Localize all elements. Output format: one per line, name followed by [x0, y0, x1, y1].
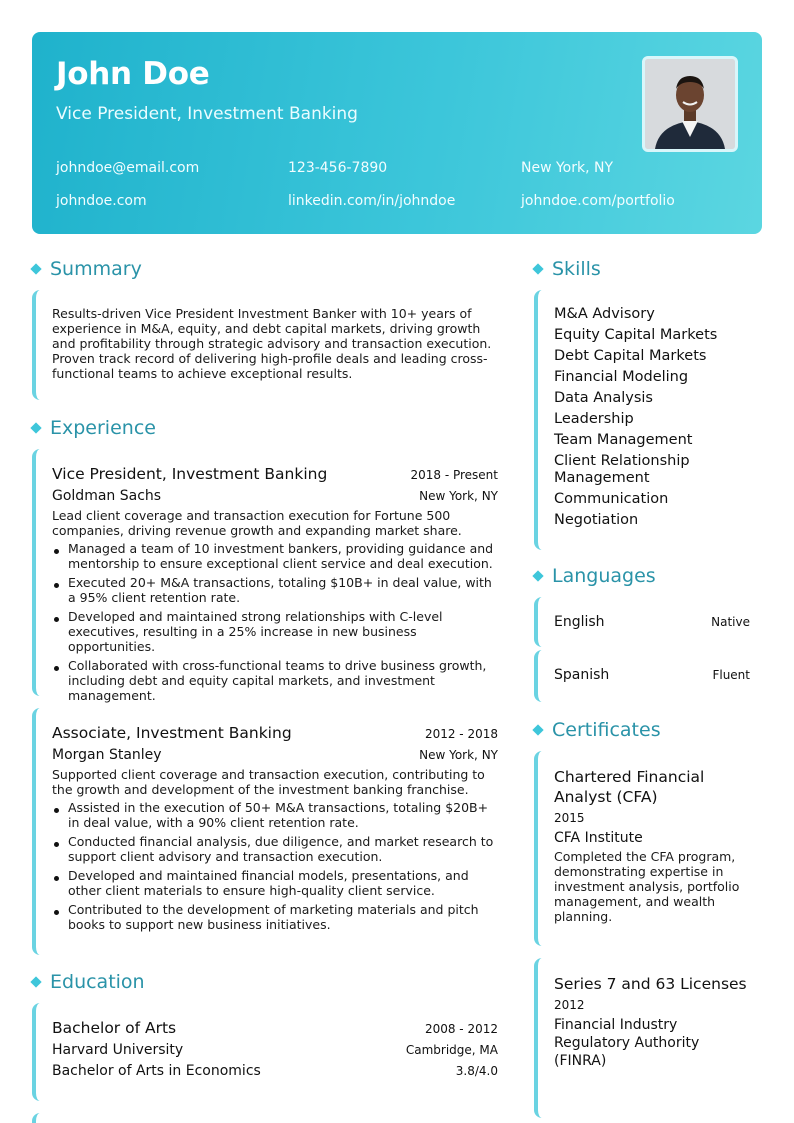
list-item: Financial Modeling	[554, 369, 689, 385]
languages-heading-label: Languages	[552, 565, 656, 587]
job-achievements	[52, 541, 498, 703]
candidate-name: John Doe	[56, 56, 210, 92]
diamond-bullet-icon	[532, 724, 543, 735]
language-level: Fluent	[712, 668, 750, 682]
skills-heading	[532, 258, 601, 280]
experience-heading-label: Experience	[50, 417, 156, 439]
list-item: Conducted financial analysis, due diligence, and market research to support client advisory and transaction execution.	[52, 834, 498, 864]
list-item: Negotiation	[554, 512, 639, 528]
contact-phone[interactable]: 123-456-7890	[288, 160, 388, 176]
list-item: Communication	[554, 491, 669, 507]
skills-heading-label: Skills	[552, 258, 601, 280]
skills-card	[534, 290, 762, 550]
list-item: Equity Capital Markets	[554, 327, 718, 343]
list-item: Debt Capital Markets	[554, 348, 707, 364]
gpa: 3.8/4.0	[455, 1064, 498, 1078]
certificates-heading-label: Certificates	[552, 719, 661, 741]
diamond-bullet-icon	[532, 570, 543, 581]
contact-email[interactable]: johndoe@email.com	[56, 160, 200, 176]
list-item: Developed and maintained financial models, presentations, and other client materials to ensure high-quality client service.	[52, 868, 498, 898]
list-item: Team Management	[554, 432, 693, 448]
language-card	[534, 597, 762, 647]
education-heading	[30, 971, 145, 993]
list-item: Assisted in the execution of 50+ M&A transactions, totaling $20B+ in deal value, with a 90% client retention rate.	[52, 800, 498, 830]
list-item: Contributed to the development of marketing materials and pitch books to support new business initiatives.	[52, 902, 498, 932]
certificate-year: 2015	[554, 811, 585, 825]
language-card	[534, 650, 762, 702]
education-heading-label: Education	[50, 971, 145, 993]
diamond-bullet-icon	[30, 263, 41, 274]
education-dates: 2008 - 2012	[424, 1022, 498, 1036]
languages-heading	[532, 565, 656, 587]
school-location: Cambridge, MA	[405, 1043, 498, 1057]
list-item: Executed 20+ M&A transactions, totaling $10B+ in deal value, with a 95% client retention rate.	[52, 575, 498, 605]
list-item: Leadership	[554, 411, 634, 427]
job-achievements	[52, 800, 498, 932]
experience-heading	[30, 417, 156, 439]
candidate-title: Vice President, Investment Banking	[56, 104, 358, 124]
contact-portfolio[interactable]: johndoe.com/portfolio	[521, 193, 675, 209]
diamond-bullet-icon	[532, 263, 543, 274]
job-title: Associate, Investment Banking	[52, 724, 292, 742]
certificate-issuer: CFA Institute	[554, 830, 643, 846]
summary-text: Results-driven Vice President Investment Banker with 10+ years of experience in M&A, equity, and debt capital markets, driving growth and profitability through strategic advisory and transaction execution. Proven track record of delivering high-profile deals and leading cross-functional teams to achieve exceptional results.	[52, 306, 492, 381]
list-item: Developed and maintained strong relationships with C-level executives, resulting in a 25% increase in new business opportunities.	[52, 609, 498, 654]
certificate-issuer: Financial Industry Regulatory Authority (FINRA)	[554, 1017, 700, 1069]
language-name: English	[554, 614, 605, 630]
degree-title: Bachelor of Arts	[52, 1019, 177, 1037]
education-card-continued	[32, 1113, 502, 1123]
certificate-name: Series 7 and 63 Licenses	[554, 975, 747, 993]
diamond-bullet-icon	[30, 976, 41, 987]
language-name: Spanish	[554, 667, 610, 683]
job-title: Vice President, Investment Banking	[52, 465, 328, 483]
job-location: New York, NY	[419, 748, 498, 762]
education-card	[32, 1003, 502, 1101]
job-card	[32, 449, 502, 703]
list-item: Data Analysis	[554, 390, 653, 406]
contact-website[interactable]: johndoe.com	[56, 193, 147, 209]
job-dates: 2018 - Present	[410, 468, 498, 482]
person-portrait-icon	[645, 59, 735, 149]
list-item: M&A Advisory	[554, 306, 655, 322]
contact-linkedin[interactable]: linkedin.com/in/johndoe	[288, 193, 456, 209]
job-description: Supported client coverage and transaction execution, contributing to the growth and development of the investment banking franchise.	[52, 767, 485, 797]
certificates-heading	[532, 719, 661, 741]
degree-field: Bachelor of Arts in Economics	[52, 1063, 261, 1079]
job-card	[32, 708, 502, 955]
job-company: Goldman Sachs	[52, 488, 162, 504]
job-dates: 2012 - 2018	[424, 727, 498, 741]
language-level: Native	[711, 615, 750, 629]
school-name: Harvard University	[52, 1042, 184, 1058]
summary-card	[32, 290, 502, 400]
list-item: Collaborated with cross-functional teams to drive business growth, including debt and equity capital markets, and investment management.	[52, 658, 498, 703]
list-item: Managed a team of 10 investment bankers, providing guidance and mentorship to ensure exceptional client service and deal execution.	[52, 541, 498, 571]
diamond-bullet-icon	[30, 422, 41, 433]
job-company: Morgan Stanley	[52, 747, 162, 763]
job-description: Lead client coverage and transaction execution for Fortune 500 companies, driving revenue growth and expanding market share.	[52, 508, 462, 538]
certificate-card	[534, 958, 762, 1118]
summary-heading	[30, 258, 142, 280]
list-item: Client Relationship Management	[554, 453, 690, 486]
certificate-year: 2012	[554, 998, 585, 1012]
summary-heading-label: Summary	[50, 258, 142, 280]
resume-header	[32, 32, 762, 234]
job-location: New York, NY	[419, 489, 498, 503]
contact-location: New York, NY	[521, 160, 614, 176]
certificate-description: Completed the CFA program, demonstrating expertise in investment analysis, portfolio management, and wealth planning.	[554, 849, 740, 924]
certificate-card	[534, 751, 762, 946]
profile-photo	[642, 56, 738, 152]
certificate-name: Chartered Financial Analyst (CFA)	[554, 768, 705, 806]
